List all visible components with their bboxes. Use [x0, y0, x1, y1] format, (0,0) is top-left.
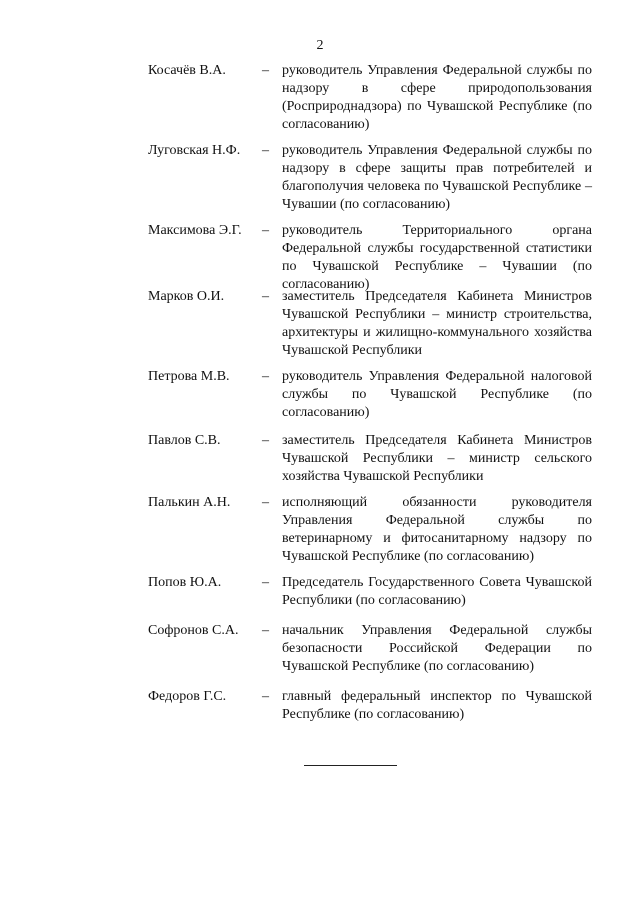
end-divider [304, 765, 397, 766]
member-position: исполняющий обязанности руководителя Управления Федеральной службы по ветеринарному и фитосанитарному надзору по Чувашской Республике (по согласованию) [282, 495, 592, 564]
member-dash: – [262, 623, 269, 638]
member-position: руководитель Управления Федеральной налоговой службы по Чувашской Республике (по согласованию) [282, 369, 592, 420]
member-dash: – [262, 575, 269, 590]
member-position: руководитель Управления Федеральной службы по надзору в сфере природопользования (Росприроднадзора) по Чувашской Республике (по согласованию) [282, 63, 592, 132]
member-dash: – [262, 289, 269, 304]
member-dash: – [262, 143, 269, 158]
member-name: Косачёв В.А. [148, 63, 226, 78]
member-dash: – [262, 223, 269, 238]
member-name: Палькин А.Н. [148, 495, 231, 510]
member-position: руководитель Управления Федеральной службы по надзору в сфере защиты прав потребителей и благополучия человека по Чувашской Республике – Чувашии (по согласованию) [282, 143, 592, 212]
member-name: Луговская Н.Ф. [148, 143, 241, 158]
member-name: Петрова М.В. [148, 369, 230, 384]
member-name: Максимова Э.Г. [148, 223, 242, 238]
member-dash: – [262, 433, 269, 448]
member-name: Федоров Г.С. [148, 689, 227, 704]
member-dash: – [262, 495, 269, 510]
member-position: заместитель Председателя Кабинета Министров Чувашской Республики – министр сельского хозяйства Чувашской Республики [282, 433, 592, 484]
member-position: заместитель Председателя Кабинета Министров Чувашской Республики – министр строительства, архитектуры и жилищно-коммунального хозяйства Чувашской Республики [282, 289, 592, 358]
member-name: Павлов С.В. [148, 433, 221, 448]
member-position: начальник Управления Федеральной службы безопасности Российской Федерации по Чувашской Республике (по согласованию) [282, 623, 592, 674]
member-dash: – [262, 369, 269, 384]
page-number: 2 [316, 38, 324, 53]
member-dash: – [262, 63, 269, 78]
member-position: руководитель Территориального органа Федеральной службы государственной статистики по Чувашской Республике – Чувашии (по согласованию) [282, 223, 592, 292]
member-name: Марков О.И. [148, 289, 225, 304]
member-name: Попов Ю.А. [148, 575, 222, 590]
member-dash: – [262, 689, 269, 704]
member-position: главный федеральный инспектор по Чувашской Республике (по согласованию) [282, 689, 592, 722]
member-name: Софронов С.А. [148, 623, 239, 638]
member-position: Председатель Государственного Совета Чувашской Республики (по согласованию) [282, 575, 592, 608]
